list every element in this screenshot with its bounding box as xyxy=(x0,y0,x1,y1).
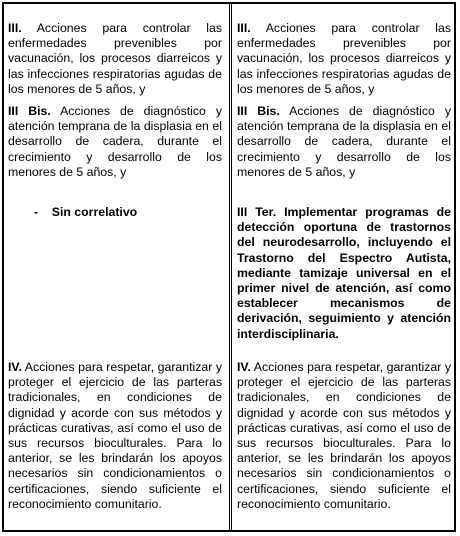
left-item-iv-label: IV. xyxy=(8,360,22,374)
right-item-iii xyxy=(237,21,451,97)
left-item-iv xyxy=(8,360,222,512)
right-item-iii-text: Acciones para controlar las enfermedades prevenibles por vacunación, los procesos diarreicos y las infecciones respiratorias agudas de los menores de 5 años, y xyxy=(237,21,451,96)
left-no-correlation: - Sin correlativo xyxy=(34,205,138,219)
right-item-iv-text: Acciones para respetar, garantizar y proteger el ejercicio de las parteras tradicionales, en condiciones de dignidad y acorde con sus métodos y prácticas curativas, así como el uso de sus recursos bioculturales. Para lo anterior, se les brindarán los apoyos necesarios sin condicionamientos o certificaciones, siendo suficiente el reconocimiento comunitario. xyxy=(237,360,451,511)
left-item-iii-text: Acciones para controlar las enfermedades prevenibles por vacunación, los procesos diarreicos y las infecciones respiratorias agudas de los menores de 5 años, y xyxy=(8,21,222,96)
left-item-iii-label: III. xyxy=(8,21,22,35)
right-item-iii-ter: III Ter. Implementar programas de detección oportuna de trastornos del neurodesarrollo, incluyendo el Trastorno del Espectro Autista, mediante tamizaje universal en el primer nivel de atención, así como establecer mecanismos de derivación, seguimiento y atención interdisciplinaria. xyxy=(237,205,451,341)
right-item-iv-label: IV. xyxy=(237,360,251,374)
left-item-iii xyxy=(8,21,222,97)
right-item-iii-bis-text: Acciones de diagnóstico y atención temprana de la displasia en el desarrollo de cadera, durante el crecimiento y desarrollo de los menores de 5 años, y xyxy=(237,104,452,179)
left-item-iii-bis xyxy=(8,104,222,180)
left-item-iv-text: Acciones para respetar, garantizar y proteger el ejercicio de las parteras tradicionales, en condiciones de dignidad y acorde con sus métodos y prácticas curativas, así como el uso de sus recursos bioculturales. Para lo anterior, se les brindarán los apoyos necesarios sin condicionamientos o certificaciones, siendo suficiente el reconocimiento comunitario. xyxy=(8,360,222,511)
right-item-iii-bis-label: III Bis. xyxy=(237,104,280,118)
left-item-iii-bis-label: III Bis. xyxy=(8,104,51,118)
right-item-iv xyxy=(237,360,451,512)
left-item-iii-bis-text: Acciones de diagnóstico y atención temprana de la displasia en el desarrollo de cadera, durante el crecimiento y desarrollo de los menores de 5 años, y xyxy=(8,104,223,179)
column-divider xyxy=(229,4,232,530)
right-item-iii-label: III. xyxy=(237,21,251,35)
right-item-iii-bis xyxy=(237,104,451,180)
comparison-table xyxy=(2,2,456,532)
